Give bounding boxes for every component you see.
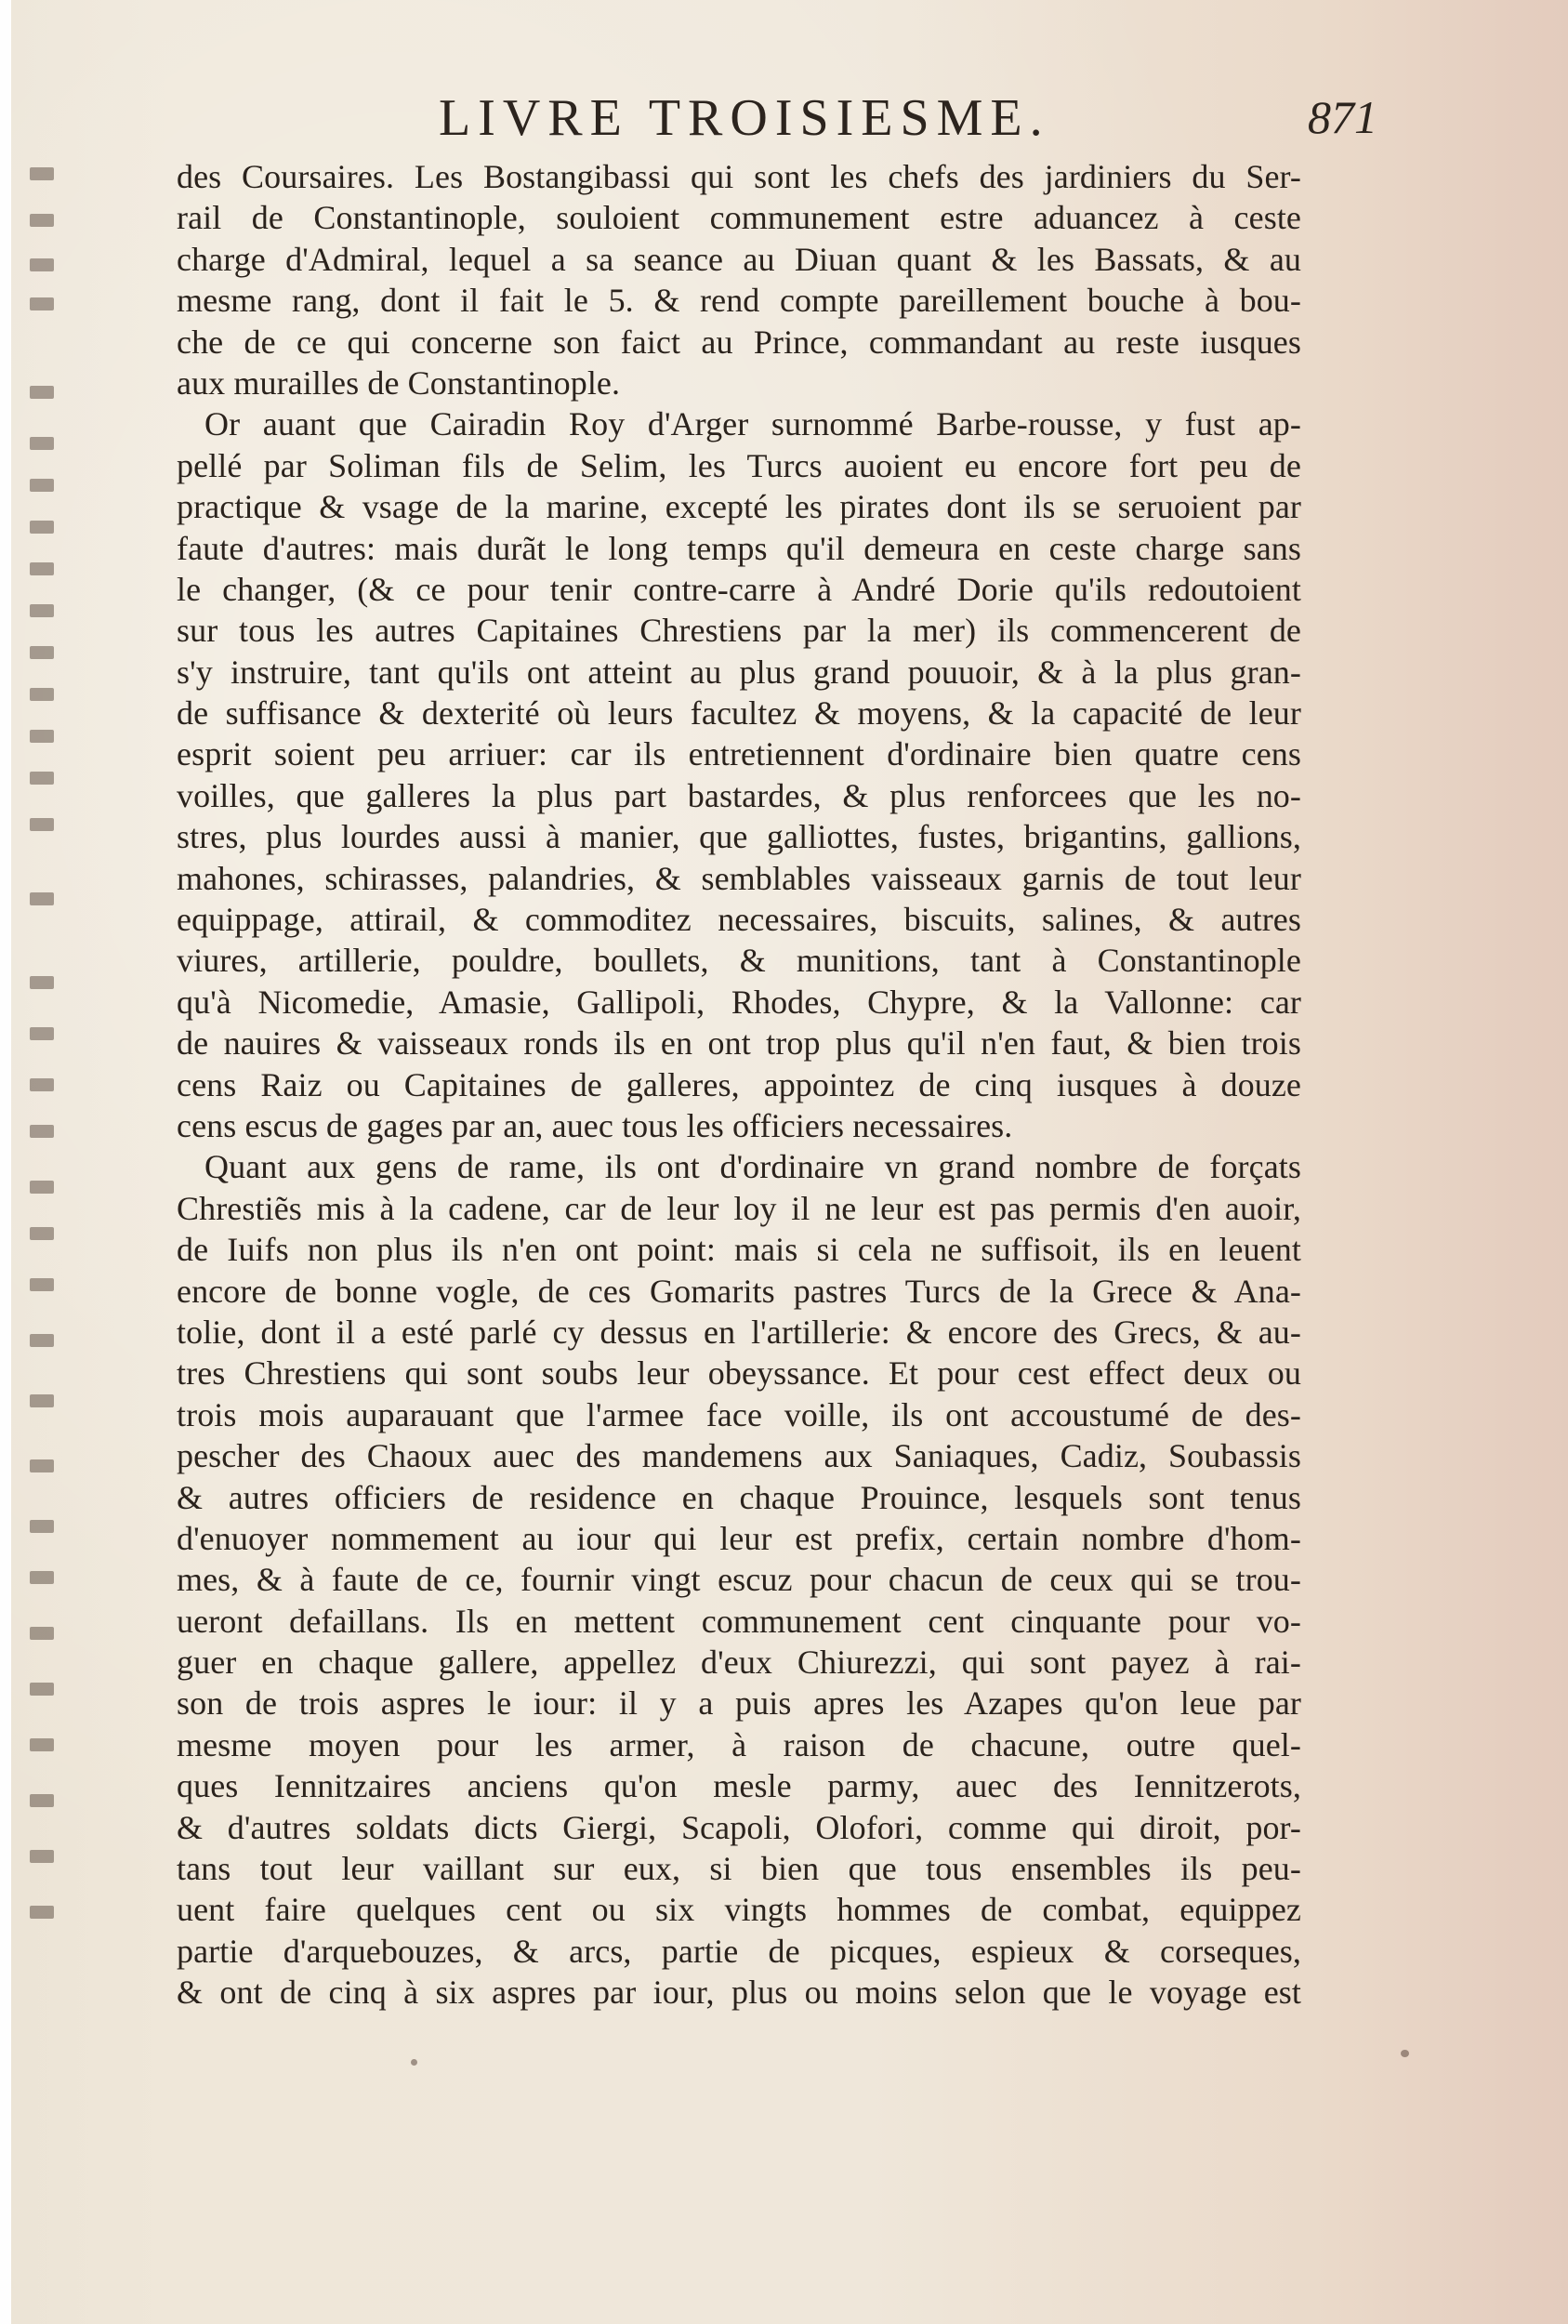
text-line: pellé par Soliman fils de Selim, les Turcs auoient eu encore fort peu de (177, 446, 1301, 484)
text-line: practique & vsage de la marine, excepté les pirates dont ils se seruoient par (177, 488, 1301, 526)
text-line: voilles, que galleres la plus part bastardes, & plus renforcees que les no- (177, 776, 1301, 814)
left-margin-bleed-marks (24, 158, 61, 2110)
book-page (11, 0, 1568, 2324)
text-line: esprit soient peu arriuer: car ils entretiennent d'ordinaire bien quatre cens (177, 735, 1301, 773)
text-line: ques Iennitzaires anciens qu'on mesle parmy, auec des Iennitzerots, (177, 1767, 1301, 1805)
paragraph-start-line: Quant aux gens de rame, ils ont d'ordinaire vn grand nombre de forçats (204, 1148, 1301, 1186)
text-line: rail de Constantinople, souloient communement estre aduancez à ceste (177, 199, 1301, 237)
text-line: partie d'arquebouzes, & arcs, partie de picques, espieux & corseques, (177, 1932, 1301, 1970)
text-line: Chrestiẽs mis à la cadene, car de leur loy il ne leur est pas permis d'en auoir, (177, 1189, 1301, 1227)
text-line: de Iuifs non plus ils n'en ont point: mais si cela ne suffisoit, ils en leuent (177, 1231, 1301, 1269)
text-line: tolie, dont il a esté parlé cy dessus en l'artillerie: & encore des Grecs, & au- (177, 1313, 1301, 1351)
page-header (439, 88, 1377, 153)
text-line: equippage, attirail, & commoditez necessaires, biscuits, salines, & autres (177, 901, 1301, 939)
text-line: de nauires & vaisseaux ronds ils en ont trop plus qu'il n'en faut, & bien trois (177, 1024, 1301, 1063)
text-line: guer en chaque gallere, appellez d'eux Chiurezzi, qui sont payez à rai- (177, 1644, 1301, 1682)
text-line: de suffisance & dexterité où leurs facultez & moyens, & la capacité de leur (177, 694, 1301, 733)
page-number: 871 (1308, 91, 1377, 143)
body-text (177, 156, 1301, 2053)
text-line: stres, plus lourdes aussi à manier, que galliottes, fustes, brigantins, gallions, (177, 818, 1301, 856)
text-line: mes, & à faute de ce, fournir vingt escuz pour chacun de ceux qui se trou- (177, 1561, 1301, 1599)
text-line: le changer, (& ce pour tenir contre-carre à André Dorie qu'ils redoutoient (177, 570, 1301, 608)
text-line: cens Raiz ou Capitaines de galleres, appointez de cinq iusques à douze (177, 1065, 1301, 1103)
text-line: ueront defaillans. Ils en mettent communement cent cinquante pour vo- (177, 1602, 1301, 1640)
text-line: tres Chrestiens qui sont soubs leur obeyssance. Et pour cest effect deux ou (177, 1354, 1301, 1393)
text-line: viures, artillerie, pouldre, boullets, & munitions, tant à Constantinople (177, 942, 1301, 980)
text-line: des Coursaires. Les Bostangibassi qui sont les chefs des jardiniers du Ser- (177, 158, 1301, 195)
text-line: son de trois aspres le iour: il y a puis apres les Azapes qu'on leue par (177, 1684, 1301, 1723)
text-line: cens escus de gages par an, auec tous les officiers necessaires. (177, 1106, 1013, 1144)
text-line: tans tout leur vaillant sur eux, si bien que tous ensembles ils peu- (177, 1850, 1301, 1888)
text-line: aux murailles de Constantinople. (177, 363, 621, 402)
text-line: uent faire quelques cent ou six vingts hommes de combat, equippez (177, 1891, 1301, 1929)
text-line: & ont de cinq à six aspres par iour, plus ou moins selon que le voyage est (177, 1974, 1301, 2012)
text-line: qu'à Nicomedie, Amasie, Gallipoli, Rhodes, Chypre, & la Vallonne: car (177, 983, 1301, 1021)
text-line: mahones, schirasses, palandries, & semblables vaisseaux garnis de tout leur (177, 859, 1301, 897)
paper-speck (1401, 2050, 1409, 2057)
text-line: trois mois auparauant que l'armee face voille, ils ont accoustumé de des- (177, 1395, 1301, 1433)
paragraph-start-line: Or auant que Cairadin Roy d'Arger surnommé Barbe-rousse, y fust ap- (204, 405, 1301, 443)
text-line: & autres officiers de residence en chaque Prouince, lesquels sont tenus (177, 1478, 1301, 1516)
text-line: mesme moyen pour les armer, à raison de chacune, outre quel- (177, 1725, 1301, 1763)
text-line: che de ce qui concerne son faict au Prince, commandant au reste iusques (177, 323, 1301, 361)
text-line: pescher des Chaoux auec des mandemens aux Saniaques, Cadiz, Soubassis (177, 1437, 1301, 1475)
text-line: mesme rang, dont il fait le 5. & rend compte pareillement bouche à bou- (177, 282, 1301, 320)
text-line: charge d'Admiral, lequel a sa seance au Diuan quant & les Bassats, & au (177, 240, 1301, 278)
paper-speck (411, 2059, 417, 2066)
running-title: LIVRE TROISIESME. (439, 89, 1050, 147)
text-line: s'y instruire, tant qu'ils ont atteint au plus grand pouuoir, & à la plus gran- (177, 653, 1301, 691)
text-line: encore de bonne vogle, de ces Gomarits pastres Turcs de la Grece & Ana- (177, 1272, 1301, 1310)
text-line: sur tous les autres Capitaines Chrestiens par la mer) ils commencerent de (177, 612, 1301, 650)
text-line: faute d'autres: mais durãt le long temps qu'il demeura en ceste charge sans (177, 529, 1301, 567)
text-line: & d'autres soldats dicts Giergi, Scapoli, Olofori, comme qui diroit, por- (177, 1808, 1301, 1846)
text-line: d'enuoyer nommement au iour qui leur est prefix, certain nombre d'hom- (177, 1519, 1301, 1557)
